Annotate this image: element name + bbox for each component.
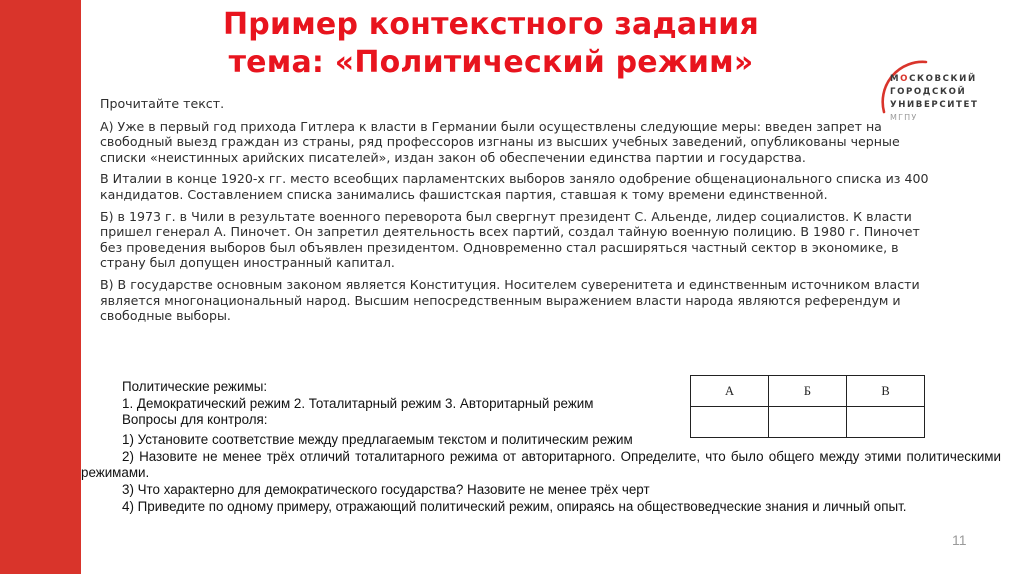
- regimes-block: [122, 379, 742, 429]
- paragraph-v-constitution: В) В государстве основным законом является Конституция. Носителем суверенитета и единственным источником власти является многонациональный народ. Высшим непосредственным выражением власти народа являются референдум и свободные выборы.: [100, 276, 920, 324]
- logo-line-1: МОСКОВСКИЙ: [890, 74, 977, 84]
- regimes-list: 1. Демократический режим 2. Тоталитарный режим 3. Авторитарный режим: [122, 395, 594, 411]
- question-2: 2) Назовите не менее трёх отличий тоталитарного режима от авторитарного. Определите, что было общего между этими политическими режимами.: [81, 448, 1001, 481]
- red-sidebar-bar: [0, 0, 81, 574]
- title-line-1: Пример контекстного задания: [223, 7, 759, 42]
- paragraph-b-chile: Б) в 1973 г. в Чили в результате военного переворота был свергнут президент С. Альенде, лидер социалистов. К власти пришел генерал А. Пиночет. Он запретил деятельность всех партий, создал тайную военную полицию. В 1980 г. Пиночет без проведения выборов был объявлен президентом. Одновременно стал расширяться частный сектор в экономике, в страну был допущен иностранный капитал.: [100, 208, 920, 271]
- slide-title: [81, 6, 901, 82]
- logo-line-3: УНИВЕРСИТЕТ: [890, 100, 979, 110]
- page-number: 11: [952, 532, 967, 548]
- header-cell-v: В: [847, 376, 925, 407]
- header-cell-a: А: [691, 376, 769, 407]
- control-questions: [81, 432, 1001, 516]
- question-4: 4) Приведите по одному примеру, отражающий политический режим, опираясь на обществоведческие знания и личный опыт.: [122, 498, 907, 514]
- logo-line-4: МГПУ: [890, 113, 918, 122]
- questions-heading: Вопросы для контроля:: [122, 412, 268, 427]
- answer-table-header-row: [691, 376, 925, 407]
- paragraph-a-germany: А) Уже в первый год прихода Гитлера к власти в Германии были осуществлены следующие меры: введен запрет на свободный выезд граждан из страны, ряд профессоров изгнаны из высших учебных заведений, опубликованы черные списки «неистинных арийских писателей», издан закон об обеспечении единства партии и государства.: [100, 118, 900, 165]
- source-texts: [100, 96, 940, 330]
- title-line-2: тема: «Политический режим»: [228, 45, 754, 80]
- answer-table: [690, 375, 925, 438]
- intro-instruction: Прочитайте текст.: [100, 96, 225, 111]
- logo-line-2: ГОРОДСКОЙ: [890, 87, 967, 97]
- question-3: 3) Что характерно для демократического государства? Назовите не менее трёх черт: [122, 482, 650, 498]
- question-1: 1) Установите соответствие между предлагаемым текстом и политическим режим: [122, 432, 633, 447]
- header-cell-b: Б: [769, 376, 847, 407]
- regimes-heading: Политические режимы:: [122, 379, 268, 394]
- paragraph-a-italy: В Италии в конце 1920-х гг. место всеобщих парламентских выборов заняло одобрение общенационального списка из 400 кандидатов. Составлением списка занимались фашистская партия, ставшая к тому времени единственной.: [100, 171, 929, 202]
